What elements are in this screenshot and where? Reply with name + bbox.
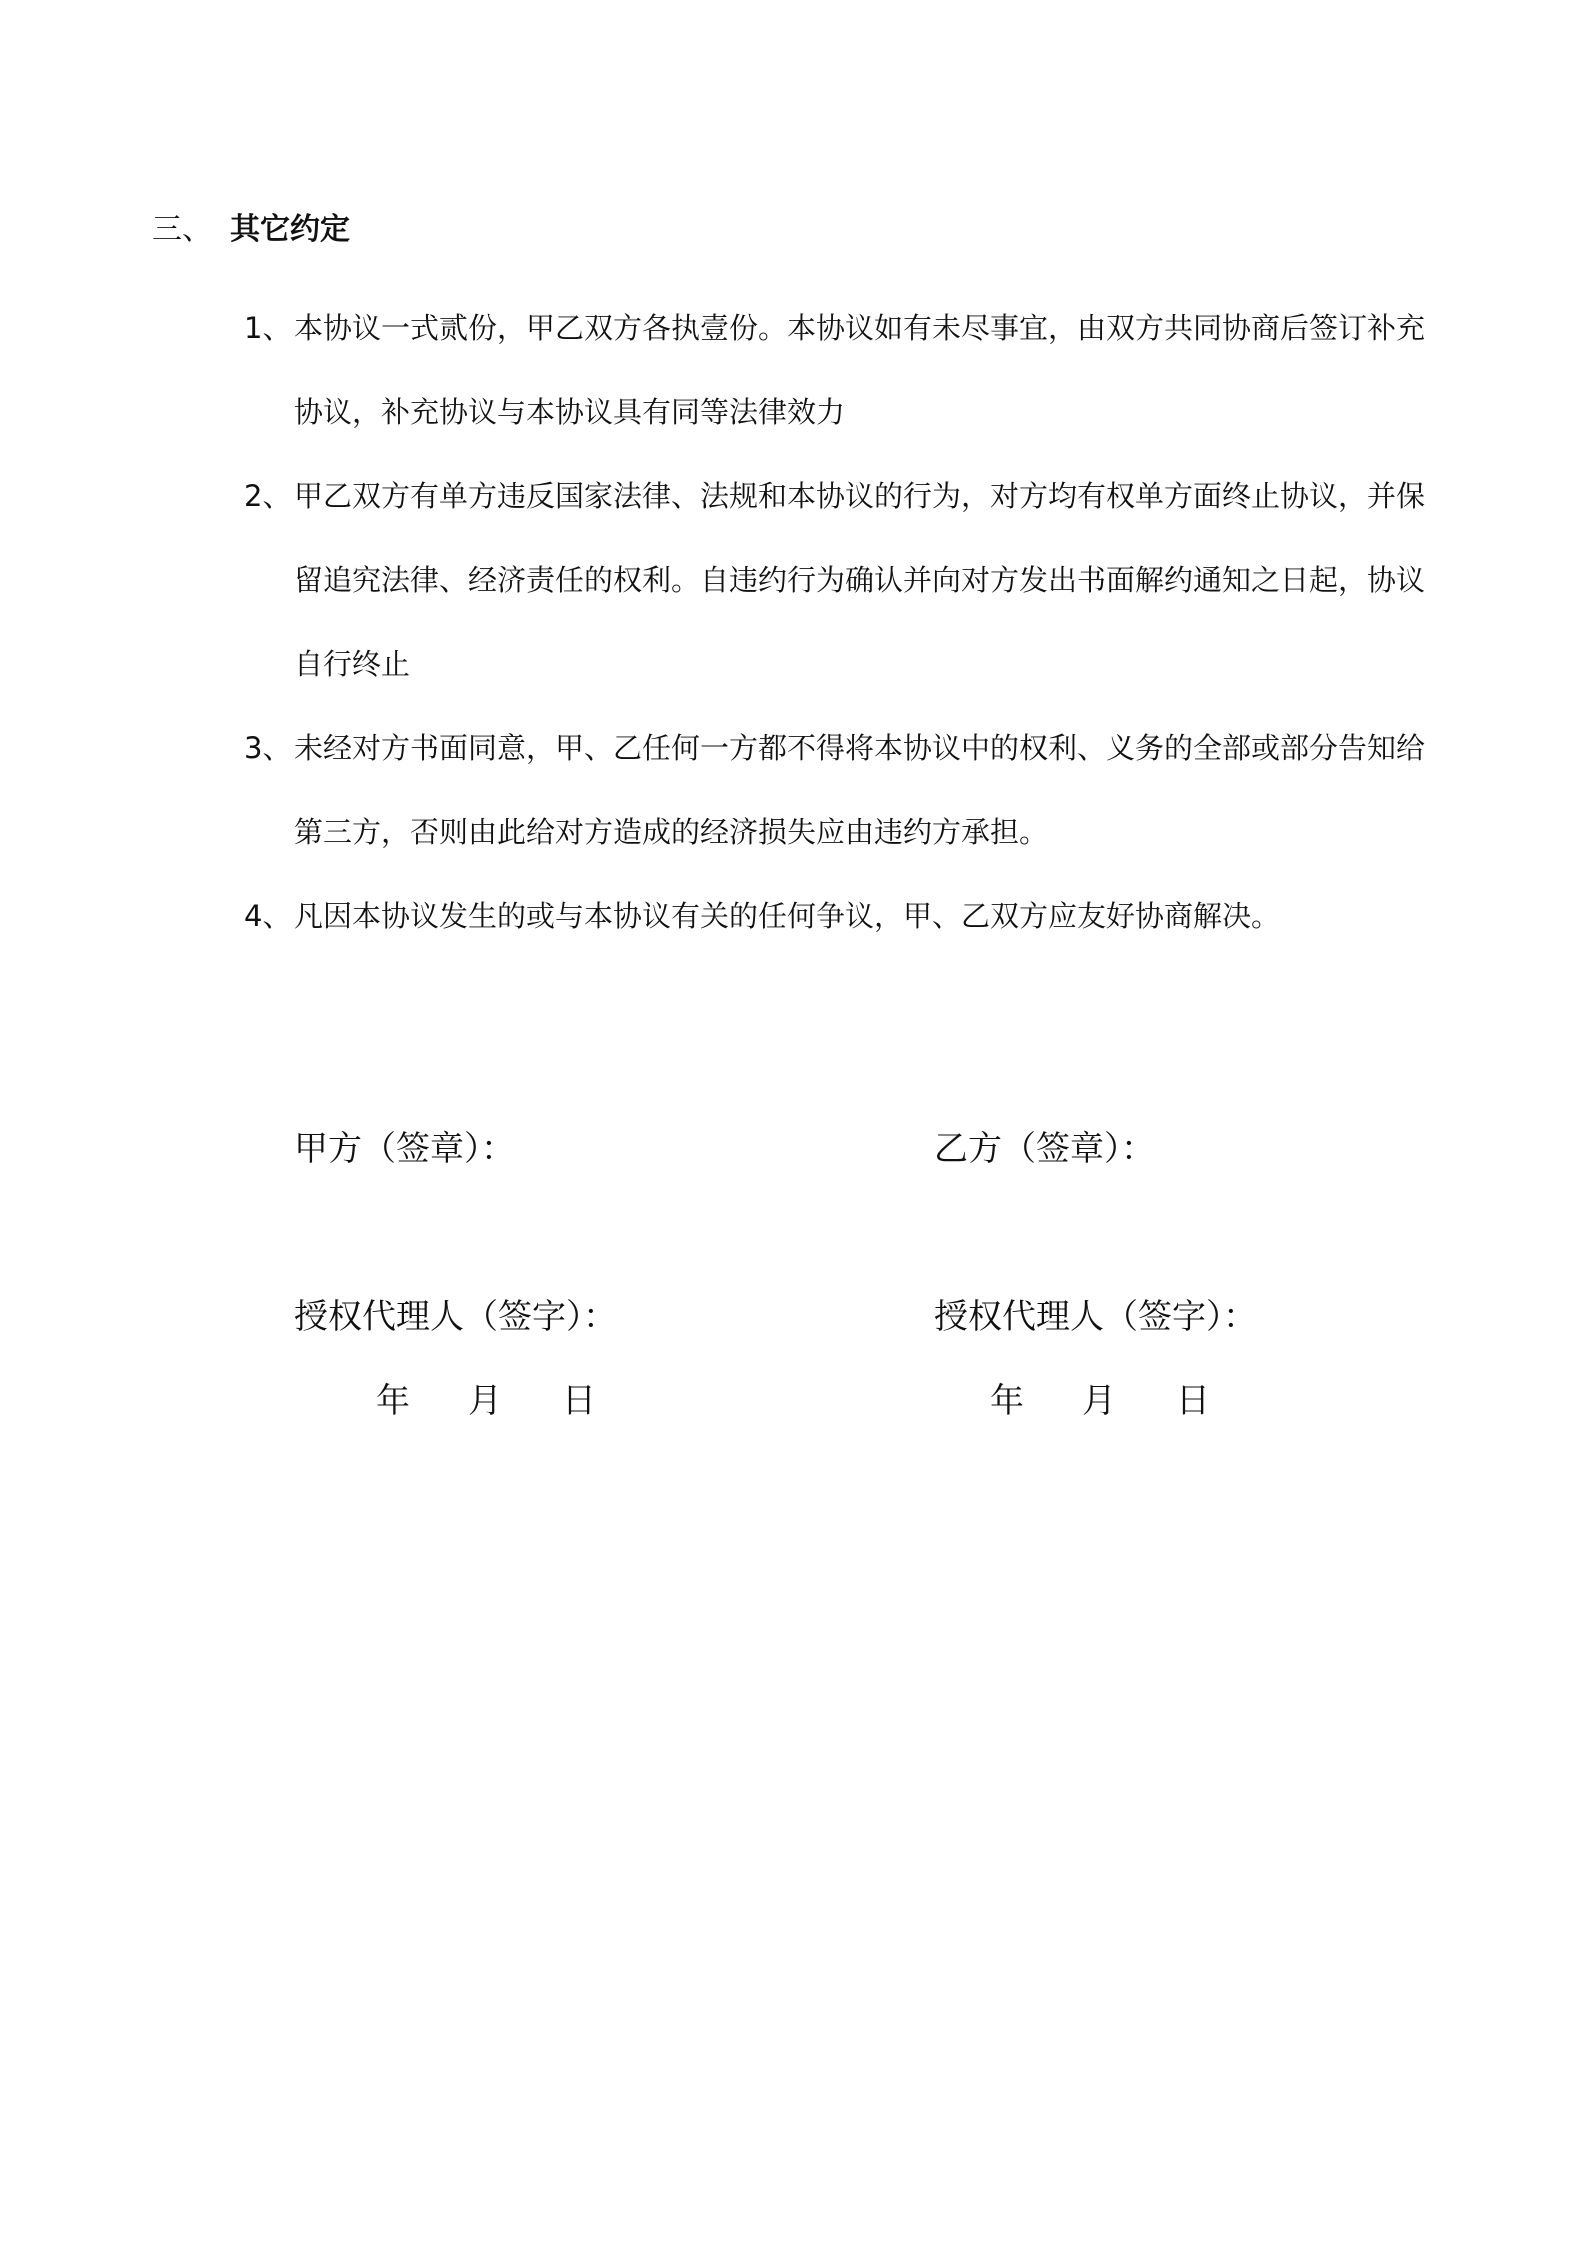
clause-number: 4、 <box>244 899 292 933</box>
section-title: 其它约定 <box>230 212 350 247</box>
clause-text: 本协议一式贰份，甲乙双方各执壹份。本协议如有未尽事宜，由双方共同协商后签订补充协议，补充协议与本协议具有同等法律效力 <box>294 311 1426 429</box>
clause-1 <box>244 286 1434 454</box>
party-a-seal-label: 甲方（签章）： <box>294 1129 515 1169</box>
section-heading <box>152 208 350 252</box>
date-day: 日 <box>1176 1381 1210 1421</box>
clause-number: 3、 <box>244 731 292 765</box>
clause-text: 甲乙双方有单方违反国家法律、法规和本协议的行为，对方均有权单方面终止协议，并保留追究法律、经济责任的权利。自违约行为确认并向对方发出书面解约通知之日起，协议自行终止 <box>294 479 1426 681</box>
date-month: 月 <box>1082 1381 1116 1421</box>
date-year: 年 <box>990 1381 1024 1421</box>
clause-text: 凡因本协议发生的或与本协议有关的任何争议，甲、乙双方应友好协商解决。 <box>294 899 1281 933</box>
clause-number: 1、 <box>244 311 292 345</box>
clause-text: 未经对方书面同意，甲、乙任何一方都不得将本协议中的权利、义务的全部或部分告知给第三方，否则由此给对方造成的经济损失应由违约方承担。 <box>294 731 1426 849</box>
date-day: 日 <box>562 1381 596 1421</box>
party-b-agent-label: 授权代理人（签字）： <box>934 1297 1257 1337</box>
clause-4 <box>244 874 1434 958</box>
date-month: 月 <box>468 1381 502 1421</box>
clause-list <box>244 286 1434 958</box>
party-b-date <box>990 1376 1210 1426</box>
section-number: 三、 <box>152 212 212 247</box>
party-b-seal-label: 乙方（签章）： <box>934 1129 1155 1169</box>
clause-3 <box>244 706 1434 874</box>
date-year: 年 <box>376 1381 410 1421</box>
clause-2 <box>244 454 1434 706</box>
clause-number: 2、 <box>244 479 292 513</box>
party-a-agent-label: 授权代理人（签字）： <box>294 1297 617 1337</box>
party-a-date <box>376 1376 596 1426</box>
